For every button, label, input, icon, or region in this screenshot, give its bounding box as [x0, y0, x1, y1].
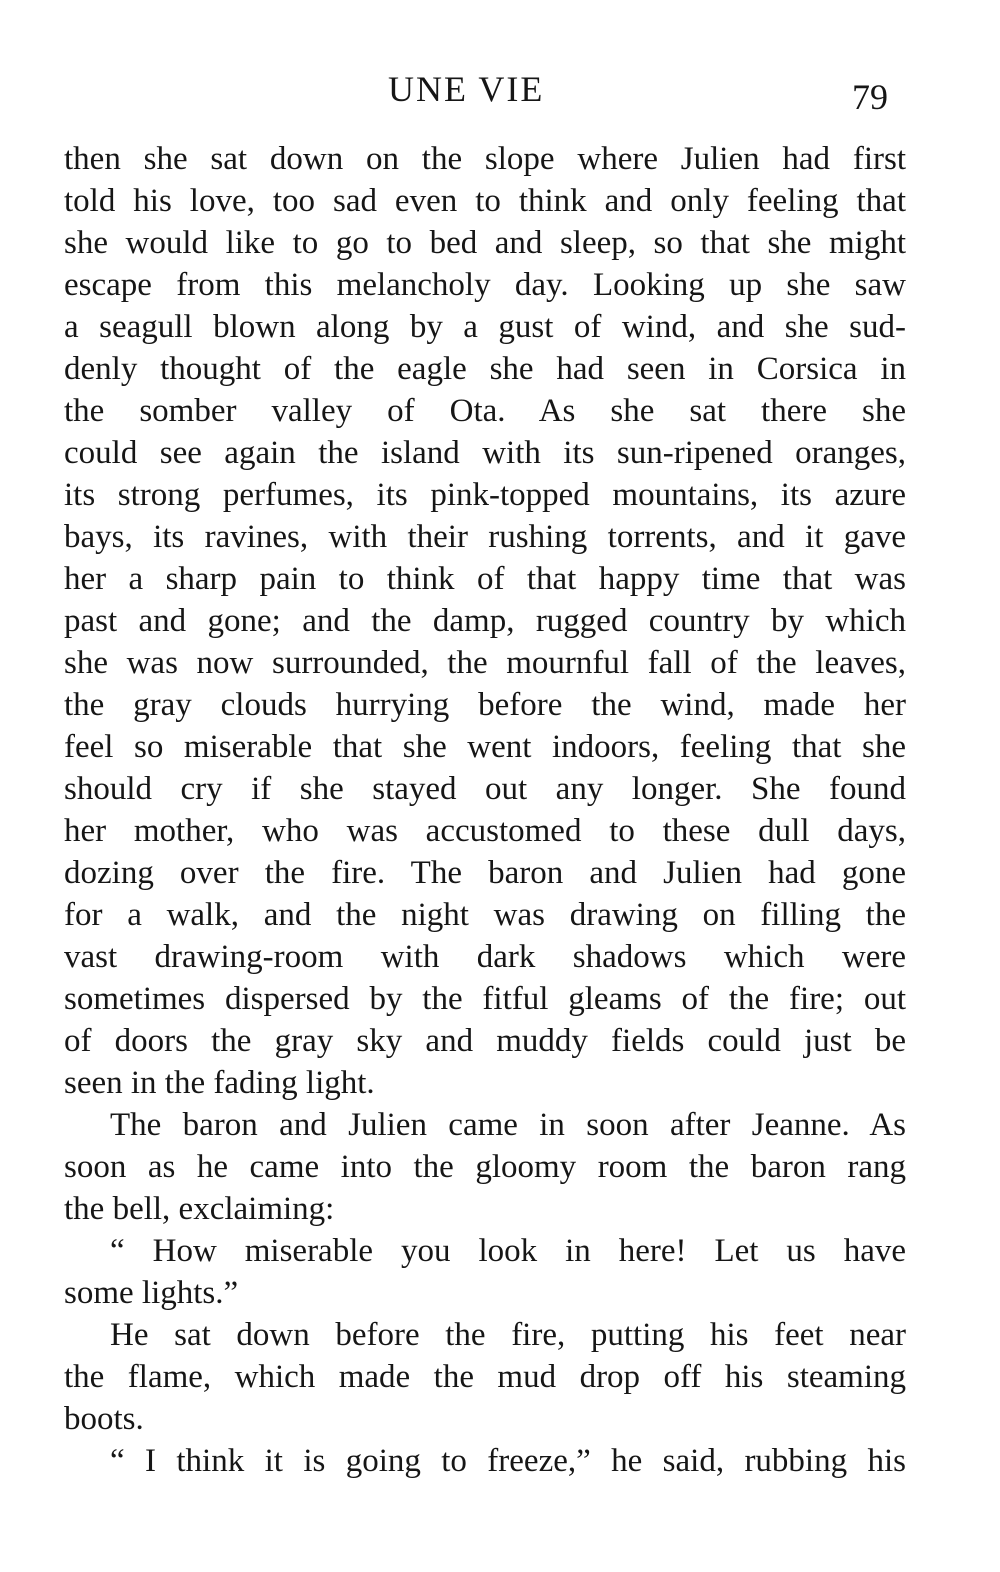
text-line: some lights.” — [64, 1275, 239, 1311]
text-line: dozing over the fire. The baron and Julien had gone — [64, 855, 906, 891]
text-line: He sat down before the fire, putting his feet near — [110, 1317, 906, 1353]
text-line: its strong perfumes, its pink-topped mountains, its azure — [64, 477, 906, 513]
paragraph — [64, 1104, 906, 1230]
text-line: “ I think it is going to freeze,” he said, rubbing his — [110, 1443, 906, 1479]
page-number: 79 — [852, 77, 888, 117]
paragraph — [64, 1440, 906, 1482]
paragraph — [64, 1314, 906, 1440]
running-title: UNE VIE — [388, 69, 545, 109]
text-line: the somber valley of Ota. As she sat there she — [64, 393, 906, 429]
text-line: sometimes dispersed by the fitful gleams of the fire; out — [64, 981, 906, 1017]
text-line: the flame, which made the mud drop off his steaming — [64, 1359, 906, 1395]
paragraph — [64, 138, 906, 1104]
text-body — [64, 138, 906, 1482]
text-line: bays, its ravines, with their rushing torrents, and it gave — [64, 519, 906, 555]
text-line: she would like to go to bed and sleep, so that she might — [64, 225, 906, 261]
text-line: for a walk, and the night was drawing on filling the — [64, 897, 906, 933]
text-line: her a sharp pain to think of that happy time that was — [64, 561, 906, 597]
text-line: could see again the island with its sun-ripened oranges, — [64, 435, 906, 471]
text-line: escape from this melancholy day. Looking up she saw — [64, 267, 906, 303]
paragraph — [64, 1230, 906, 1314]
text-line: denly thought of the eagle she had seen in Corsica in — [64, 351, 906, 387]
text-line: vast drawing-room with dark shadows which were — [64, 939, 906, 975]
text-line: of doors the gray sky and muddy fields could just be — [64, 1023, 906, 1059]
text-line: boots. — [64, 1401, 144, 1437]
text-line: past and gone; and the damp, rugged country by which — [64, 603, 906, 639]
text-line: her mother, who was accustomed to these dull days, — [64, 813, 906, 849]
text-line: seen in the fading light. — [64, 1065, 375, 1101]
text-line: a seagull blown along by a gust of wind, and she sud- — [64, 309, 906, 345]
text-line: told his love, too sad even to think and only feeling that — [64, 183, 906, 219]
page-header — [0, 64, 1000, 117]
text-line: the gray clouds hurrying before the wind, made her — [64, 687, 906, 723]
text-line: soon as he came into the gloomy room the baron rang — [64, 1149, 906, 1185]
text-line: feel so miserable that she went indoors, feeling that she — [64, 729, 906, 765]
text-line: The baron and Julien came in soon after Jeanne. As — [110, 1107, 906, 1143]
text-line: “ How miserable you look in here! Let us have — [110, 1233, 906, 1269]
text-line: she was now surrounded, the mournful fall of the leaves, — [64, 645, 906, 681]
text-line: should cry if she stayed out any longer. She found — [64, 771, 906, 807]
text-line: the bell, exclaiming: — [64, 1191, 335, 1227]
text-line: then she sat down on the slope where Julien had first — [64, 141, 906, 177]
